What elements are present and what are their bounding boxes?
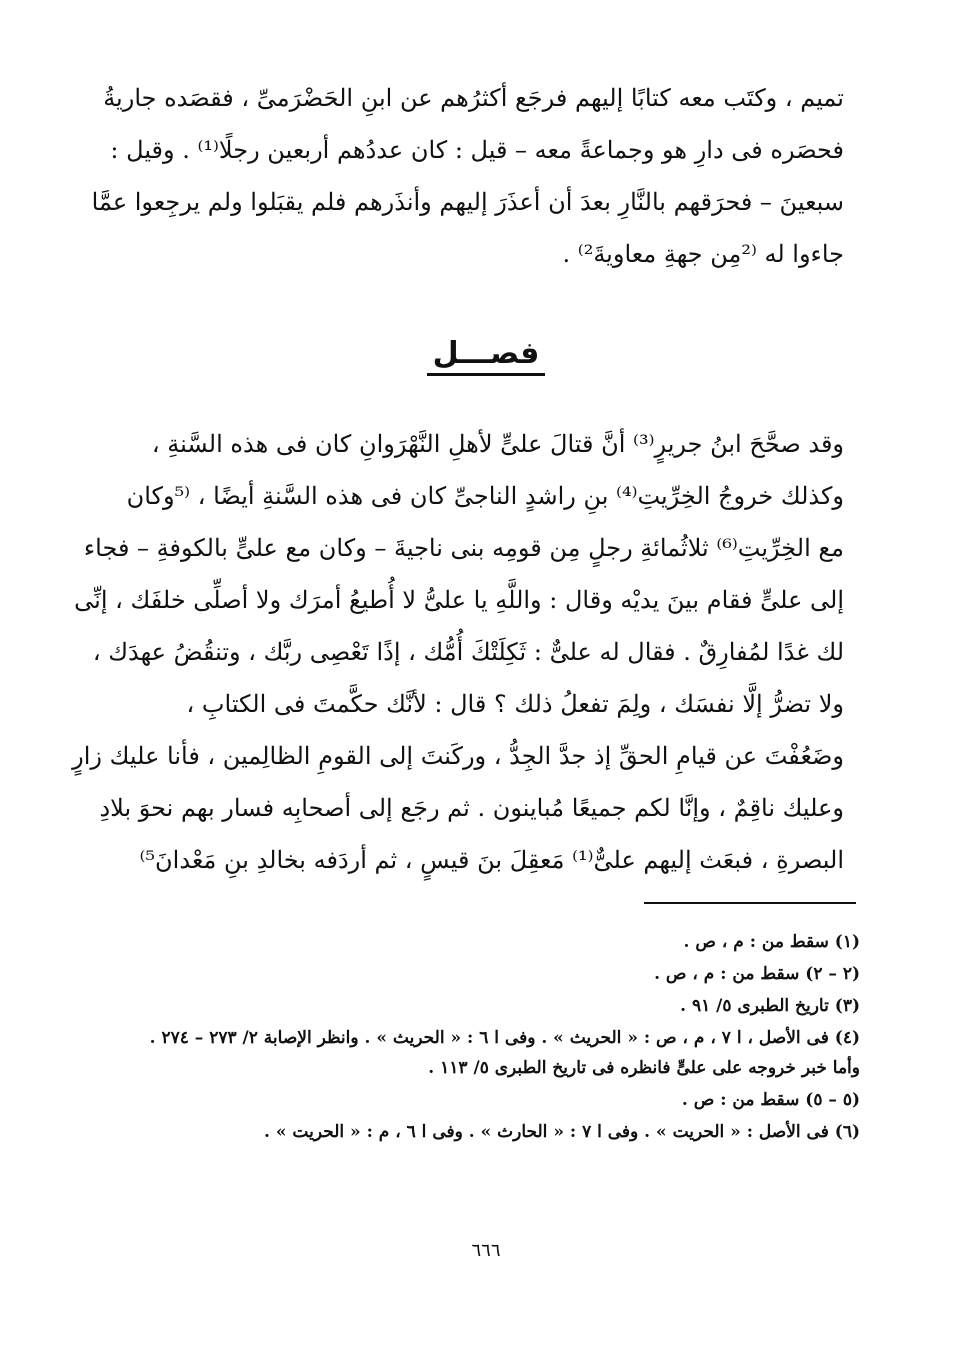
- text-line: إلى علىٍّ فقام بينَ يديْه وقال : واللَّهِ يا علىُّ لا أُطيعُ أمرَك ولا أصلِّى خلفَك ، إنِّى: [74, 586, 844, 614]
- footnote: (١) سقط من : م ، ص .: [683, 932, 860, 952]
- section-heading: [0, 336, 972, 376]
- section-heading-text: فصـــل: [427, 336, 546, 376]
- footnote-separator: [644, 902, 856, 904]
- text-line: لك غدًا لمُفارِقٌ . فقال له علىٌّ : ثَكِلَتْكَ أُمُّك ، إذًا تَعْصِى ربَّك ، وتنقُضُ عهدَك ،: [92, 638, 844, 666]
- footnote: (٣) تاريخ الطبرى ٥/ ٩١ .: [680, 996, 860, 1016]
- text-line: البصرةِ ، فبعَث إليهم علىٌّ⁽¹⁾ مَعقِلَ بنَ قيسٍ ، ثم أردَفه بخالدِ بنِ مَعْدانَ⁵⁾: [139, 846, 844, 874]
- text-line: تميم ، وكتَب معه كتابًا إليهم فرجَع أكثرُهم عن ابنِ الحَضْرَمىِّ ، فقصَده جاريةُ: [103, 84, 844, 112]
- text-line: ولا تضرُّ إلَّا نفسَك ، ولِمَ تفعلُ ذلك ؟ قال : لأنَّك حكَّمتَ فى الكتابِ ،: [186, 690, 844, 718]
- text-line: وضَعُفْتَ عن قيامِ الحقِّ إذ جدَّ الجِدُّ ، وركَنتَ إلى القومِ الظالِمين ، فأنا عليك زارٍ: [72, 742, 844, 770]
- text-line: وقد صحَّحَ ابنُ جريرٍ⁽³⁾ أنَّ قتالَ علىٍّ لأهلِ النَّهْرَوانِ كان فى هذه السَّنةِ ،: [151, 430, 844, 458]
- footnote-continuation: وأما خبر خروجه على علىٍّ فانظره فى تاريخ الطبرى ٥/ ١١٣ .: [428, 1058, 860, 1078]
- text-line: فحصَره فى دارِ هو وجماعةً معه – قيل : كان عددُهم أربعين رجلًا⁽¹⁾ . وقيل :: [110, 136, 844, 164]
- footnote: (٢ – ٢) سقط من : م ، ص .: [654, 964, 860, 984]
- text-line: سبعينَ – فحرَقهم بالنَّارِ بعدَ أن أعذَرَ إليهم وأنذَرهم فلم يقبَلوا ولم يرجِعوا عمَّا: [91, 188, 844, 216]
- text-line: وكذلك خروجُ الخِرِّيتِ⁽⁴⁾ بنِ راشدٍ الناجىِّ كان فى هذه السَّنةِ أيضًا ، ⁽⁵وكان: [126, 482, 844, 510]
- footnote: (٤) فى الأصل ، ا ٧ ، م ، ص : « الحريث » . وفى ا ٦ : « الحريث » . وانظر الإصابة ٢/ ٢٧٣ – ٢٧٤ .: [149, 1028, 860, 1048]
- text-line: مع الخِرِّيتِ⁽⁶⁾ ثلاثُمائةِ رجلٍ مِن قومِه بنى ناجيةَ – وكان مع علىٍّ بالكوفةِ – فجاء: [83, 534, 844, 562]
- text-line: جاءوا له ⁽²مِن جهةِ معاويةَ²⁾ .: [562, 240, 844, 268]
- footnote: (٥ – ٥) سقط من : ص .: [681, 1090, 860, 1110]
- text-line: وعليك ناقِمٌ ، وإنَّا لكم جميعًا مُباينون . ثم رجَع إلى أصحابِه فسار بهم نحوَ بلادِ: [99, 794, 844, 822]
- page-number: ٦٦٦: [471, 1240, 501, 1261]
- footnote: (٦) فى الأصل : « الحريت » . وفى ا ٧ : « الحارث » . وفى ا ٦ ، م : « الحريت » .: [264, 1122, 860, 1142]
